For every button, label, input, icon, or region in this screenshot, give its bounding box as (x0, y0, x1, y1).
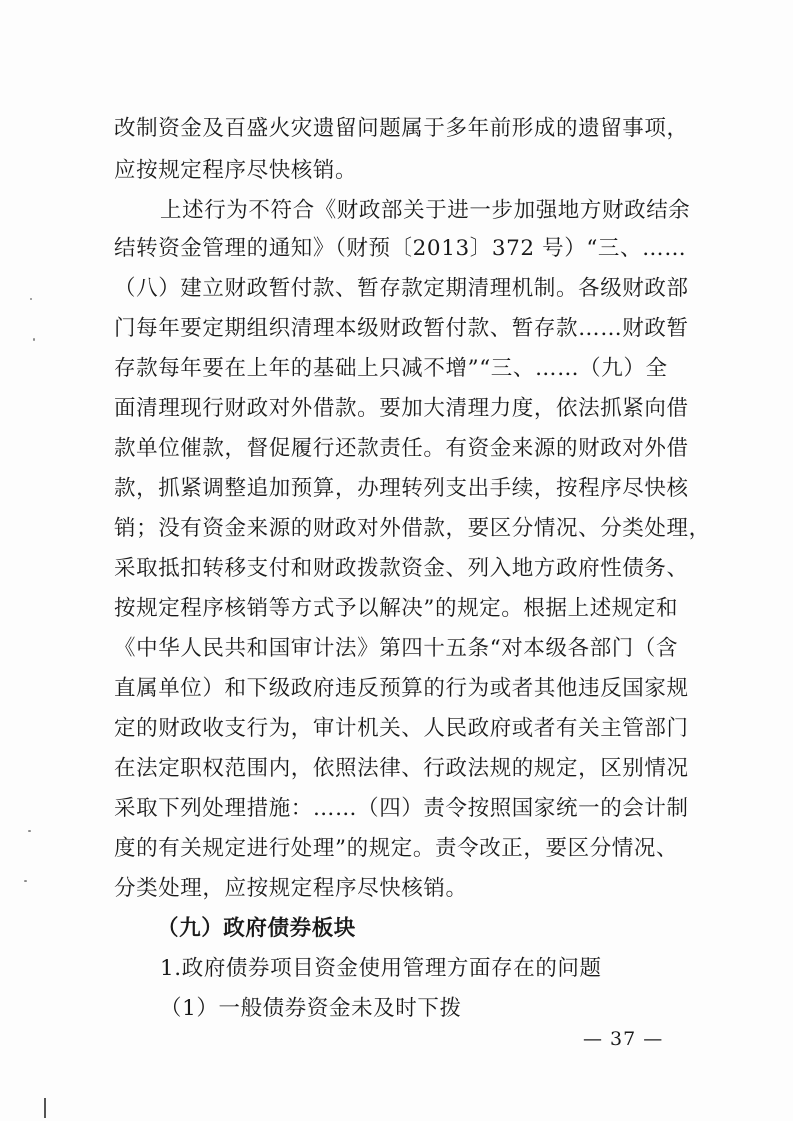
scan-speck (33, 338, 35, 341)
body-line: 改制资金及百盛火灾遗留问题属于多年前形成的遗留事项， (114, 116, 689, 141)
scan-speck (28, 830, 31, 832)
body-line: 采取抵扣转移支付和财政拨款资金、列入地方政府性债务、 (114, 556, 689, 581)
scan-speck (30, 298, 32, 300)
body-line: 面清理现行财政对外借款。要加大清理力度，依法抓紧向借 (114, 396, 689, 421)
subheading-2: （1）一般债券资金未及时下拨 (160, 996, 462, 1021)
body-line: 《中华人民共和国审计法》第四十五条“对本级各部门（含 (114, 636, 679, 661)
body-line: 结转资金管理的通知》（财预〔2013〕372 号）“三、…… (114, 236, 687, 261)
body-line: 上述行为不符合《财政部关于进一步加强地方财政结余 (160, 198, 691, 223)
body-line: 按规定程序核销等方式予以解决”的规定。根据上述规定和 (114, 596, 679, 621)
body-line: 存款每年要在上年的基础上只减不增”“三、……（九）全 (114, 356, 668, 381)
scan-speck (24, 880, 27, 882)
scan-edge-mark (44, 1098, 46, 1118)
body-line: 应按规定程序尽快核销。 (114, 158, 358, 183)
body-line: 销；没有资金来源的财政对外借款，要区分情况、分类处理， (114, 516, 711, 541)
subheading-1: 1.政府债券项目资金使用管理方面存在的问题 (160, 956, 602, 981)
body-line: 在法定职权范围内，依照法律、行政法规的规定，区别情况 (114, 756, 689, 781)
body-line: 直属单位）和下级政府违反预算的行为或者其他违反国家规 (114, 676, 689, 701)
body-line: 分类处理，应按规定程序尽快核销。 (114, 876, 468, 901)
body-line: （八）建立财政暂付款、暂存款定期清理机制。各级财政部 (114, 276, 689, 301)
body-line: 定的财政收支行为，审计机关、人民政府或者有关主管部门 (114, 716, 689, 741)
body-line: 款，抓紧调整追加预算，办理转列支出手续，按程序尽快核 (114, 476, 689, 501)
body-line: 门每年要定期组织清理本级财政暂付款、暂存款……财政暂 (114, 316, 689, 341)
section-heading: （九）政府债券板块 (157, 916, 356, 941)
body-line: 度的有关规定进行处理”的规定。责令改正，要区分情况、 (114, 836, 679, 861)
body-line: 款单位催款，督促履行还款责任。有资金来源的财政对外借 (114, 436, 689, 461)
body-line: 采取下列处理措施：……（四）责令按照国家统一的会计制 (114, 796, 689, 821)
page-number: — 37 — (583, 1028, 664, 1050)
